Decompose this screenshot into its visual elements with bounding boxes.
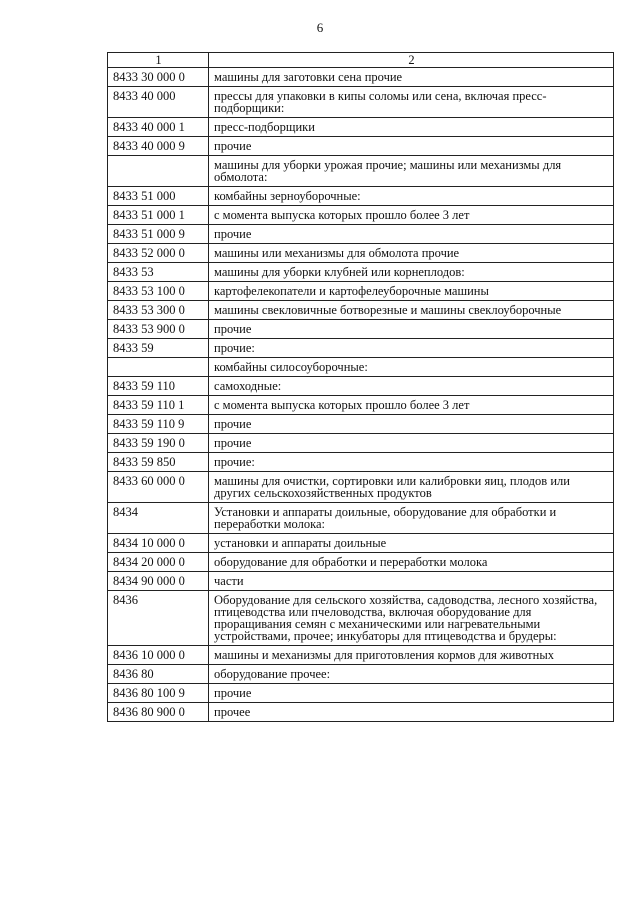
row-description: машины или механизмы для обмолота прочие bbox=[209, 244, 614, 263]
table-row bbox=[108, 320, 614, 339]
row-code: 8433 59 190 0 bbox=[108, 434, 209, 453]
table-row bbox=[108, 534, 614, 553]
row-code: 8433 53 300 0 bbox=[108, 301, 209, 320]
row-description: прочие bbox=[209, 415, 614, 434]
row-code: 8433 53 900 0 bbox=[108, 320, 209, 339]
row-description: машины для заготовки сена прочие bbox=[209, 68, 614, 87]
row-code: 8434 20 000 0 bbox=[108, 553, 209, 572]
table-row bbox=[108, 415, 614, 434]
row-description: комбайны силосоуборочные: bbox=[209, 358, 614, 377]
table-row bbox=[108, 377, 614, 396]
table-row bbox=[108, 453, 614, 472]
table-row bbox=[108, 339, 614, 358]
row-code: 8436 bbox=[108, 591, 209, 646]
table-row bbox=[108, 137, 614, 156]
row-code: 8433 52 000 0 bbox=[108, 244, 209, 263]
table-row bbox=[108, 68, 614, 87]
row-description: машины для уборки клубней или корнеплодов: bbox=[209, 263, 614, 282]
row-code: 8434 90 000 0 bbox=[108, 572, 209, 591]
row-description: прочие: bbox=[209, 339, 614, 358]
table-row bbox=[108, 665, 614, 684]
table-row bbox=[108, 503, 614, 534]
row-description: оборудование прочее: bbox=[209, 665, 614, 684]
column-header-description: 2 bbox=[209, 53, 614, 68]
row-description: пресс-подборщики bbox=[209, 118, 614, 137]
row-code: 8433 53 bbox=[108, 263, 209, 282]
table-row bbox=[108, 282, 614, 301]
table-row bbox=[108, 118, 614, 137]
row-description: самоходные: bbox=[209, 377, 614, 396]
table-row bbox=[108, 358, 614, 377]
row-description: Оборудование для сельского хозяйства, садоводства, лесного хозяйства, птицеводства или пчеловодства, включая оборудование для проращивания семян с механическими или нагревательными устройствами, прочее; инкубаторы для птицеводства и брудеры: bbox=[209, 591, 614, 646]
table-row bbox=[108, 206, 614, 225]
row-code bbox=[108, 358, 209, 377]
row-code: 8433 59 110 bbox=[108, 377, 209, 396]
row-code: 8433 59 110 9 bbox=[108, 415, 209, 434]
row-description: машины для очистки, сортировки или калибровки яиц, плодов или других сельскохозяйственных продуктов bbox=[209, 472, 614, 503]
row-description: прочие bbox=[209, 320, 614, 339]
row-description: прессы для упаковки в кипы соломы или сена, включая пресс-подборщики: bbox=[209, 87, 614, 118]
table-row bbox=[108, 263, 614, 282]
table-row bbox=[108, 187, 614, 206]
row-code: 8433 53 100 0 bbox=[108, 282, 209, 301]
table-header-row bbox=[108, 53, 614, 68]
row-description: установки и аппараты доильные bbox=[209, 534, 614, 553]
table-row bbox=[108, 684, 614, 703]
page-number: 6 bbox=[316, 20, 324, 35]
row-description: прочие bbox=[209, 434, 614, 453]
table-row bbox=[108, 87, 614, 118]
row-description: части bbox=[209, 572, 614, 591]
row-code: 8436 10 000 0 bbox=[108, 646, 209, 665]
table-row bbox=[108, 572, 614, 591]
row-code: 8433 60 000 0 bbox=[108, 472, 209, 503]
tariff-code-table bbox=[107, 52, 614, 722]
row-code: 8433 59 850 bbox=[108, 453, 209, 472]
row-code: 8434 10 000 0 bbox=[108, 534, 209, 553]
row-code: 8433 51 000 bbox=[108, 187, 209, 206]
row-description: картофелекопатели и картофелеуборочные машины bbox=[209, 282, 614, 301]
row-code: 8433 59 110 1 bbox=[108, 396, 209, 415]
row-code: 8433 51 000 9 bbox=[108, 225, 209, 244]
row-description: комбайны зерноуборочные: bbox=[209, 187, 614, 206]
row-code: 8433 40 000 bbox=[108, 87, 209, 118]
column-header-code: 1 bbox=[108, 53, 209, 68]
row-code: 8433 30 000 0 bbox=[108, 68, 209, 87]
row-description: прочие bbox=[209, 225, 614, 244]
row-description: прочие: bbox=[209, 453, 614, 472]
table-row bbox=[108, 646, 614, 665]
table-row bbox=[108, 591, 614, 646]
row-description: машины и механизмы для приготовления кормов для животных bbox=[209, 646, 614, 665]
table-row bbox=[108, 434, 614, 453]
table-row bbox=[108, 396, 614, 415]
row-description: прочее bbox=[209, 703, 614, 722]
row-code: 8436 80 100 9 bbox=[108, 684, 209, 703]
row-description: оборудование для обработки и переработки молока bbox=[209, 553, 614, 572]
row-code: 8433 51 000 1 bbox=[108, 206, 209, 225]
row-description: машины свекловичные ботворезные и машины свеклоуборочные bbox=[209, 301, 614, 320]
row-description: Установки и аппараты доильные, оборудование для обработки и переработки молока: bbox=[209, 503, 614, 534]
table-row bbox=[108, 472, 614, 503]
row-code: 8436 80 bbox=[108, 665, 209, 684]
table-row bbox=[108, 244, 614, 263]
row-description: с момента выпуска которых прошло более 3 лет bbox=[209, 206, 614, 225]
table-row bbox=[108, 553, 614, 572]
row-code: 8433 59 bbox=[108, 339, 209, 358]
table-row bbox=[108, 301, 614, 320]
row-description: с момента выпуска которых прошло более 3 лет bbox=[209, 396, 614, 415]
row-description: прочие bbox=[209, 137, 614, 156]
row-code: 8436 80 900 0 bbox=[108, 703, 209, 722]
table-row bbox=[108, 703, 614, 722]
row-code: 8434 bbox=[108, 503, 209, 534]
row-description: прочие bbox=[209, 684, 614, 703]
row-description: машины для уборки урожая прочие; машины или механизмы для обмолота: bbox=[209, 156, 614, 187]
row-code: 8433 40 000 1 bbox=[108, 118, 209, 137]
row-code bbox=[108, 156, 209, 187]
table-row bbox=[108, 225, 614, 244]
row-code: 8433 40 000 9 bbox=[108, 137, 209, 156]
table-row bbox=[108, 156, 614, 187]
